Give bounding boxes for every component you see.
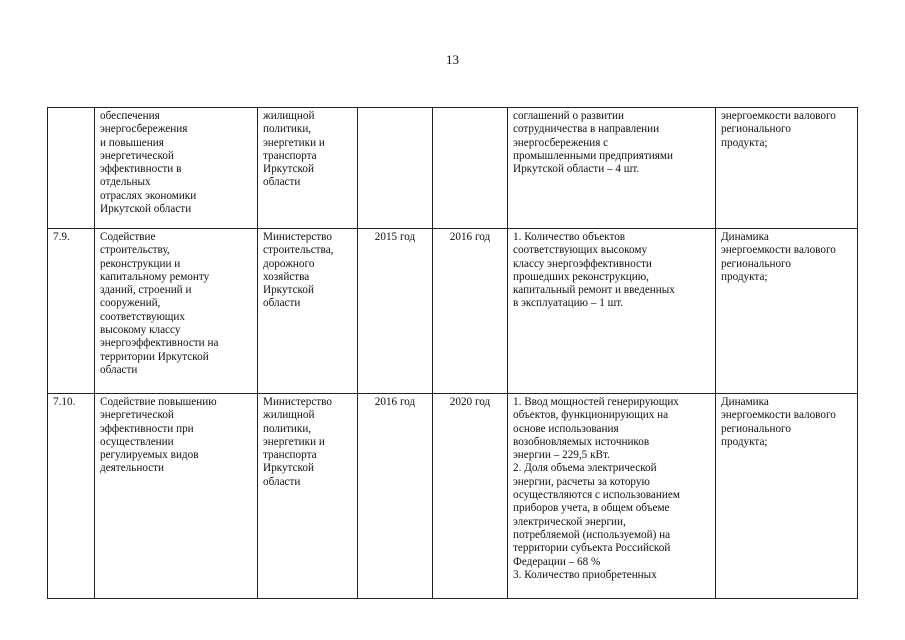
measure-line: капитальному ремонту — [100, 270, 210, 283]
result-line: энергии, расчеты за которую — [513, 475, 650, 488]
measure-line: регулируемых видов — [100, 449, 199, 462]
result-line: возобновляемых источников — [513, 435, 650, 448]
measure-line: территории Иркутской — [100, 350, 209, 363]
measure-line: отдельных — [100, 176, 151, 189]
executor-line: жилищной — [263, 110, 315, 122]
result-line: 3. Количество приобретенных — [513, 568, 657, 581]
indicator-line: энергоемкости валового — [721, 409, 836, 422]
measures-table — [47, 107, 858, 599]
table-row — [48, 394, 858, 599]
result-line: в эксплуатацию – 1 шт. — [513, 297, 624, 310]
result-line: объектов, функционирующих на — [513, 409, 669, 422]
row-number-cell — [48, 108, 95, 229]
measure-line: осуществлении — [100, 435, 174, 448]
row-number-cell — [48, 394, 95, 599]
result-line: 1. Количество объектов — [513, 231, 626, 243]
measure-line: Содействие — [100, 231, 156, 243]
measure-line: и повышения — [100, 136, 164, 149]
measure-cell — [95, 229, 258, 394]
result-line: соглашений о развитии — [513, 110, 624, 122]
result-line: соответствующих высокому — [513, 244, 648, 257]
measure-line: энергетической — [100, 149, 174, 162]
measure-line: зданий, строений и — [100, 284, 192, 297]
indicator-line: регионального — [721, 257, 791, 270]
measure-line: энергосбережения — [100, 123, 188, 136]
result-cell — [508, 394, 716, 599]
measure-line: Иркутской области — [100, 203, 192, 216]
executor-line: хозяйства — [263, 270, 310, 283]
measure-line: энергоэффективности на — [100, 337, 219, 350]
start-year-cell — [358, 394, 433, 599]
result-line: прошедших реконструкцию, — [513, 270, 649, 283]
executor-line: области — [263, 176, 301, 189]
indicator-line: Динамика — [721, 396, 769, 408]
result-line: капитальный ремонт и введенных — [513, 284, 675, 297]
measure-line: области — [100, 363, 138, 376]
result-line: Иркутской области – 4 шт. — [513, 163, 640, 176]
measure-cell — [95, 394, 258, 599]
measure-line: эффективности в — [100, 163, 182, 176]
result-line: Федерации – 68 % — [513, 555, 601, 568]
end-year-text: 2020 год — [449, 396, 491, 408]
indicator-line: регионального — [721, 123, 791, 136]
result-line: осуществляются с использованием — [513, 489, 680, 502]
measure-line: реконструкции и — [100, 257, 181, 270]
indicator-line: регионального — [721, 422, 791, 435]
executor-line: Министерство — [263, 231, 332, 243]
executor-line: энергетики и — [263, 435, 325, 448]
start-year-cell — [358, 108, 433, 229]
result-line: 1. Ввод мощностей генерирующих — [513, 396, 679, 408]
indicator-cell — [716, 394, 858, 599]
executor-line: области — [263, 475, 301, 488]
result-line: основе использования — [513, 422, 619, 435]
measure-line: сооружений, — [100, 297, 161, 310]
measure-line: обеспечения — [100, 110, 160, 122]
measure-line: Содействие повышению — [100, 396, 217, 408]
executor-line: дорожного — [263, 257, 315, 270]
executor-line: области — [263, 297, 301, 310]
executor-line: Иркутской — [263, 163, 314, 176]
measure-line: деятельности — [100, 462, 165, 475]
executor-cell — [258, 394, 358, 599]
indicator-line: продукта; — [721, 435, 768, 448]
end-year-cell — [433, 394, 508, 599]
result-cell — [508, 108, 716, 229]
measure-line: эффективности при — [100, 422, 194, 435]
row-number-cell — [48, 229, 95, 394]
executor-line: энергетики и — [263, 136, 325, 149]
start-year-text: 2016 год — [374, 396, 416, 408]
table-row — [48, 229, 858, 394]
result-line: энергии – 229,5 кВт. — [513, 449, 610, 462]
result-line: промышленными предприятиями — [513, 149, 673, 162]
measure-line: строительству, — [100, 244, 170, 257]
table-row — [48, 108, 858, 229]
executor-line: транспорта — [263, 149, 317, 162]
executor-line: Министерство — [263, 396, 332, 408]
measure-line: отраслях экономики — [100, 189, 197, 202]
result-line: потребляемой (используемой) на — [513, 528, 671, 541]
result-line: территории субъекта Российской — [513, 542, 671, 555]
measure-line: соответствующих — [100, 310, 186, 323]
page-number: 13 — [446, 52, 459, 67]
result-line: сотрудничества в направлении — [513, 123, 660, 136]
executor-line: жилищной — [263, 409, 315, 422]
measure-line: высокому классу — [100, 324, 181, 337]
indicator-line: Динамика — [721, 231, 769, 243]
executor-cell — [258, 229, 358, 394]
indicator-line: энергоемкости валового — [721, 244, 836, 257]
indicator-cell — [716, 108, 858, 229]
executor-line: политики, — [263, 123, 312, 136]
indicator-line: продукта; — [721, 136, 768, 149]
executor-line: транспорта — [263, 449, 317, 462]
result-line: приборов учета, в общем объеме — [513, 502, 670, 515]
result-line: энергосбережения с — [513, 136, 609, 149]
start-year-cell — [358, 229, 433, 394]
executor-line: строительства, — [263, 244, 334, 257]
executor-line: Иркутской — [263, 462, 314, 475]
executor-line: Иркутской — [263, 284, 314, 297]
result-cell — [508, 229, 716, 394]
indicator-line: энергоемкости валового — [721, 110, 836, 122]
executor-cell — [258, 108, 358, 229]
row-number-text: 7.9. — [53, 231, 70, 243]
result-line: классу энергоэффективности — [513, 257, 652, 270]
start-year-text: 2015 год — [374, 231, 416, 243]
indicator-line: продукта; — [721, 270, 768, 283]
row-number-text: 7.10. — [53, 396, 76, 408]
measure-cell — [95, 108, 258, 229]
indicator-cell — [716, 229, 858, 394]
end-year-text: 2016 год — [449, 231, 491, 243]
end-year-cell — [433, 108, 508, 229]
executor-line: политики, — [263, 422, 312, 435]
end-year-cell — [433, 229, 508, 394]
result-line: 2. Доля объема электрической — [513, 462, 657, 475]
measure-line: энергетической — [100, 409, 174, 422]
result-line: электрической энергии, — [513, 515, 626, 528]
